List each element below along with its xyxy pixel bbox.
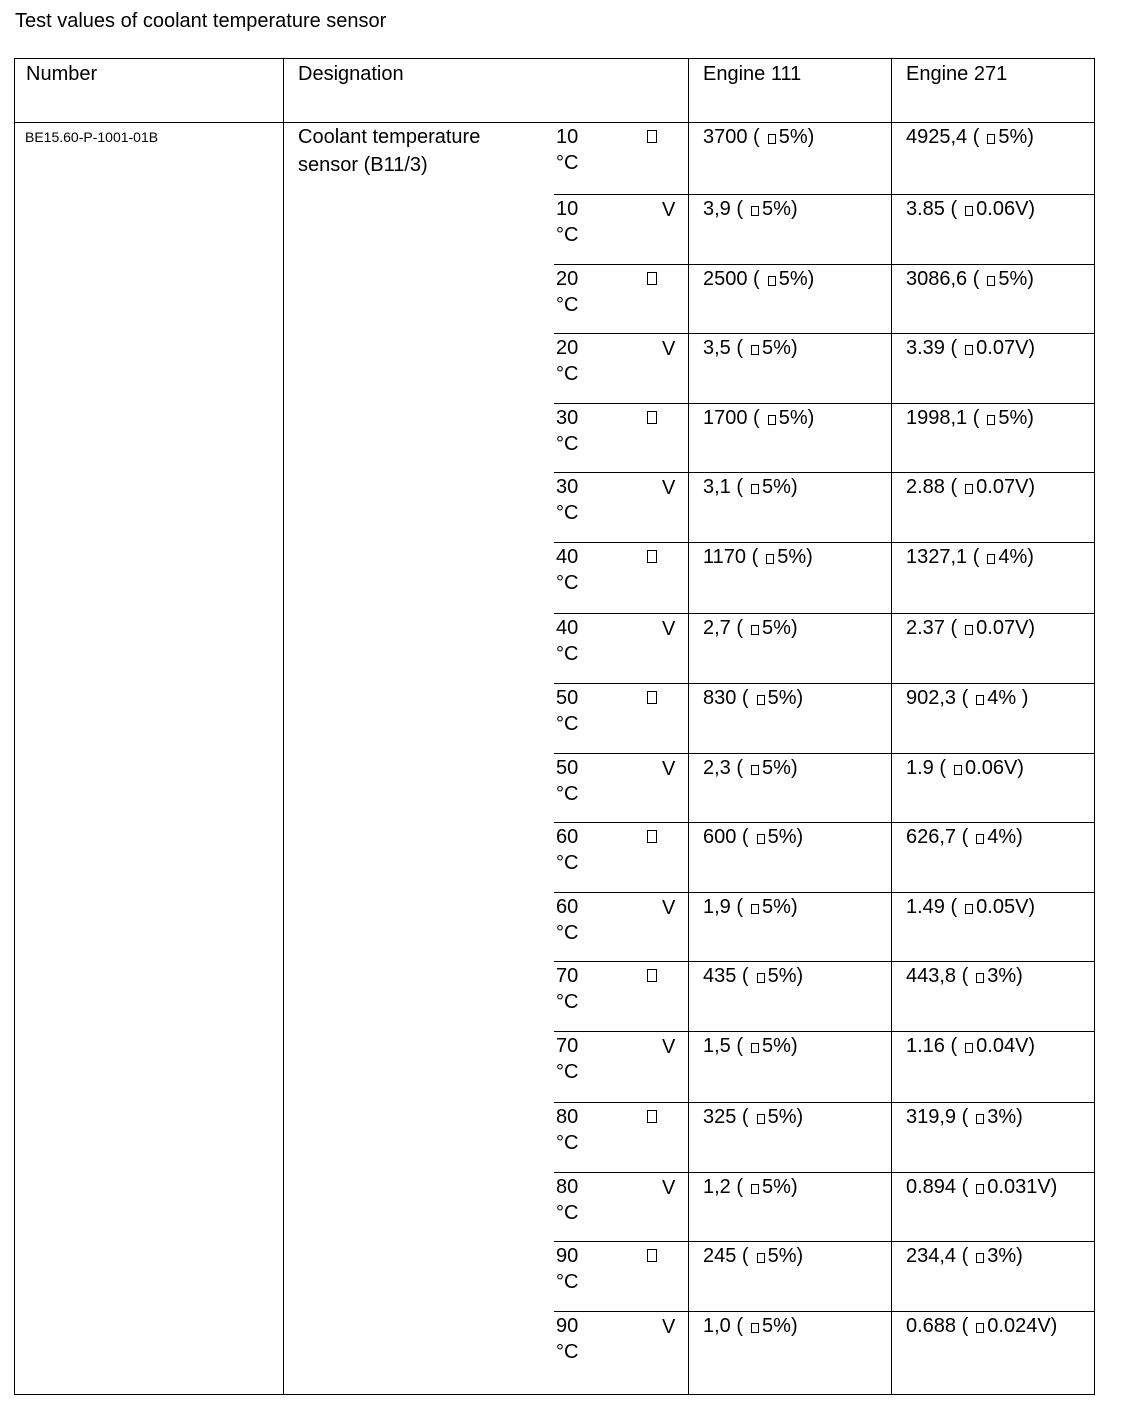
designation-line-2: sensor (B11/3) <box>298 154 428 176</box>
temperature-unit: °C <box>556 713 579 735</box>
engine-111-cell <box>703 335 798 361</box>
plus-minus-icon <box>768 415 776 425</box>
header-engine-271: Engine 271 <box>906 63 1008 85</box>
engine-111-cell-value: 1170 ( <box>703 546 759 568</box>
engine-111-cell-value: 325 ( <box>703 1106 749 1128</box>
voltage-unit: V <box>662 1316 676 1338</box>
engine-271-cell <box>906 755 1024 781</box>
header-engine-111: Engine 111 <box>703 63 802 85</box>
engine-271-cell <box>906 1243 1023 1269</box>
engine-271-cell-value: 319,9 ( <box>906 1106 969 1128</box>
plus-minus-icon <box>751 765 759 775</box>
engine-111-cell-tolerance: 5%) <box>778 126 815 148</box>
temperature-value: 80 <box>556 1106 579 1128</box>
engine-271-cell-tolerance: 0.07V) <box>976 337 1036 359</box>
engine-271-cell <box>906 405 1034 431</box>
engine-111-cell-value: 1,5 ( <box>703 1035 744 1057</box>
temperature-unit: °C <box>556 852 579 874</box>
voltage-unit: V <box>662 199 676 221</box>
engine-111-cell-value: 1,2 ( <box>703 1176 744 1198</box>
plus-minus-icon <box>976 1253 984 1263</box>
engine-271-cell <box>906 1174 1057 1200</box>
engine-271-cell <box>906 474 1035 500</box>
engine-271-cell-value: 2.88 ( <box>906 476 958 498</box>
engine-271-cell-tolerance: 0.05V) <box>976 896 1036 918</box>
temperature-value: 30 <box>556 407 579 429</box>
engine-271-cell-value: 0.894 ( <box>906 1176 969 1198</box>
engine-111-cell-tolerance: 5%) <box>762 476 798 498</box>
temperature-unit: °C <box>556 224 579 246</box>
ohm-icon <box>647 1249 657 1262</box>
engine-271-cell-tolerance: 5%) <box>998 268 1034 290</box>
temperature-unit: °C <box>556 1271 579 1293</box>
plus-minus-icon <box>976 1114 984 1124</box>
voltage-unit: V <box>662 1177 676 1199</box>
temperature-unit: °C <box>556 1202 579 1224</box>
engine-111-cell <box>703 685 803 711</box>
engine-111-cell <box>703 894 798 920</box>
engine-271-cell-value: 443,8 ( <box>906 965 969 987</box>
temperature-unit: °C <box>556 152 579 174</box>
engine-111-cell-tolerance: 5%) <box>777 546 813 568</box>
engine-271-cell-tolerance: 5%) <box>998 126 1034 148</box>
row-divider <box>554 822 1095 823</box>
engine-271-cell-tolerance: 0.07V) <box>976 476 1036 498</box>
engine-111-cell <box>703 266 814 292</box>
engine-271-cell <box>906 335 1035 361</box>
plus-minus-icon <box>768 134 776 144</box>
row-divider <box>554 472 1095 473</box>
engine-271-cell-value: 1.9 ( <box>906 757 947 779</box>
temperature-value: 90 <box>556 1245 579 1267</box>
temperature-unit: °C <box>556 1132 579 1154</box>
plus-minus-icon <box>757 695 765 705</box>
engine-271-cell-tolerance: 3%) <box>987 1245 1023 1267</box>
engine-271-cell <box>906 124 1034 150</box>
engine-271-cell-tolerance: 4%) <box>987 826 1023 848</box>
row-divider <box>554 1311 1095 1312</box>
temperature-value: 20 <box>556 337 579 359</box>
plus-minus-icon <box>965 206 973 216</box>
engine-111-cell-tolerance: 5%) <box>762 896 798 918</box>
voltage-unit: V <box>662 338 676 360</box>
engine-111-cell-tolerance: 5%) <box>762 757 798 779</box>
plus-minus-icon <box>757 1253 765 1263</box>
engine-111-cell-tolerance: 5%) <box>767 1245 804 1267</box>
engine-111-cell-tolerance: 5%) <box>762 1035 798 1057</box>
ohm-icon <box>647 1110 657 1123</box>
engine-271-cell-tolerance: 4% ) <box>987 687 1029 709</box>
engine-271-cell-value: 3.39 ( <box>906 337 958 359</box>
engine-111-cell <box>703 824 803 850</box>
temperature-value: 10 <box>556 126 579 148</box>
plus-minus-icon <box>954 765 962 775</box>
column-divider-engine111 <box>891 58 892 1395</box>
engine-111-cell-tolerance: 5%) <box>762 617 798 639</box>
engine-111-cell-value: 600 ( <box>703 826 749 848</box>
plus-minus-icon <box>987 276 995 286</box>
row-divider <box>554 961 1095 962</box>
engine-271-cell-tolerance: 0.07V) <box>976 617 1036 639</box>
engine-271-cell-tolerance: 0.024V) <box>987 1315 1058 1337</box>
header-designation: Designation <box>298 63 404 85</box>
plus-minus-icon <box>768 276 776 286</box>
plus-minus-icon <box>965 625 973 635</box>
engine-111-cell <box>703 1033 798 1059</box>
row-divider <box>554 753 1095 754</box>
engine-111-cell-tolerance: 5%) <box>762 337 798 359</box>
ohm-icon <box>647 550 657 563</box>
engine-271-cell-tolerance: 3%) <box>987 965 1023 987</box>
plus-minus-icon <box>751 345 759 355</box>
temperature-value: 40 <box>556 546 579 568</box>
plus-minus-icon <box>976 1184 984 1194</box>
row-divider <box>554 1241 1095 1242</box>
temperature-value: 30 <box>556 476 579 498</box>
voltage-unit: V <box>662 758 676 780</box>
engine-111-cell-tolerance: 5%) <box>767 687 804 709</box>
engine-111-cell <box>703 615 798 641</box>
engine-271-cell-tolerance: 5%) <box>998 407 1034 429</box>
temperature-unit: °C <box>556 783 579 805</box>
column-divider-designation <box>688 58 689 1395</box>
ohm-icon <box>647 411 657 424</box>
row-divider <box>554 1031 1095 1032</box>
designation-line-1: Coolant temperature <box>298 126 481 148</box>
plus-minus-icon <box>987 554 995 564</box>
engine-111-cell-value: 1,9 ( <box>703 896 744 918</box>
engine-111-cell-value: 3,1 ( <box>703 476 744 498</box>
engine-271-cell <box>906 615 1035 641</box>
engine-111-cell-value: 245 ( <box>703 1245 749 1267</box>
plus-minus-icon <box>751 904 759 914</box>
engine-111-cell <box>703 474 798 500</box>
engine-271-cell-value: 626,7 ( <box>906 826 969 848</box>
engine-111-cell <box>703 544 813 570</box>
engine-271-cell-tolerance: 3%) <box>987 1106 1023 1128</box>
temperature-unit: °C <box>556 643 579 665</box>
engine-271-cell-value: 1.49 ( <box>906 896 958 918</box>
engine-271-cell-value: 2.37 ( <box>906 617 958 639</box>
plus-minus-icon <box>757 834 765 844</box>
engine-271-cell <box>906 266 1034 292</box>
temperature-unit: °C <box>556 922 579 944</box>
temperature-value: 80 <box>556 1176 579 1198</box>
engine-271-cell-tolerance: 0.06V) <box>976 198 1036 220</box>
temperature-value: 70 <box>556 965 579 987</box>
engine-271-cell <box>906 894 1035 920</box>
engine-271-cell-value: 902,3 ( <box>906 687 969 709</box>
temperature-unit: °C <box>556 502 579 524</box>
engine-271-cell-tolerance: 4%) <box>998 546 1034 568</box>
engine-271-cell-value: 0.688 ( <box>906 1315 969 1337</box>
temperature-unit: °C <box>556 572 579 594</box>
engine-111-cell-tolerance: 5%) <box>762 1176 798 1198</box>
engine-271-cell-value: 3.85 ( <box>906 198 958 220</box>
engine-111-cell <box>703 1313 798 1339</box>
engine-111-cell-value: 2,3 ( <box>703 757 744 779</box>
plus-minus-icon <box>766 554 774 564</box>
engine-111-cell <box>703 196 798 222</box>
voltage-unit: V <box>662 618 676 640</box>
engine-271-cell-value: 1998,1 ( <box>906 407 980 429</box>
engine-111-cell <box>703 1174 798 1200</box>
column-divider-number <box>283 58 284 1395</box>
plus-minus-icon <box>965 484 973 494</box>
engine-271-cell-tolerance: 0.031V) <box>987 1176 1058 1198</box>
plus-minus-icon <box>976 695 984 705</box>
ohm-icon <box>647 691 657 704</box>
part-number: BE15.60-P-1001-01B <box>25 129 159 145</box>
plus-minus-icon <box>751 1043 759 1053</box>
engine-111-cell <box>703 1104 803 1130</box>
plus-minus-icon <box>751 1323 759 1333</box>
engine-111-cell-tolerance: 5%) <box>762 198 798 220</box>
engine-111-cell <box>703 124 814 150</box>
plus-minus-icon <box>757 1114 765 1124</box>
row-divider <box>554 1102 1095 1103</box>
engine-271-cell <box>906 963 1023 989</box>
voltage-unit: V <box>662 477 676 499</box>
row-divider <box>554 683 1095 684</box>
engine-271-cell-value: 3086,6 ( <box>906 268 980 290</box>
row-divider <box>554 194 1095 195</box>
engine-111-cell-value: 830 ( <box>703 687 749 709</box>
engine-271-cell-value: 1.16 ( <box>906 1035 958 1057</box>
temperature-value: 70 <box>556 1035 579 1057</box>
ohm-icon <box>647 830 657 843</box>
engine-271-cell-tolerance: 0.06V) <box>965 757 1024 779</box>
engine-111-cell <box>703 1243 803 1269</box>
engine-111-cell <box>703 963 803 989</box>
plus-minus-icon <box>751 1184 759 1194</box>
engine-111-cell-tolerance: 5%) <box>778 407 815 429</box>
engine-271-cell <box>906 544 1034 570</box>
engine-111-cell-tolerance: 5%) <box>767 1106 804 1128</box>
plus-minus-icon <box>751 484 759 494</box>
engine-271-cell <box>906 685 1028 711</box>
engine-111-cell-tolerance: 5%) <box>767 826 804 848</box>
engine-111-cell-value: 3,9 ( <box>703 198 744 220</box>
temperature-value: 60 <box>556 896 579 918</box>
temperature-value: 40 <box>556 617 579 639</box>
engine-111-cell-value: 3,5 ( <box>703 337 744 359</box>
temperature-value: 90 <box>556 1315 579 1337</box>
ohm-icon <box>647 130 657 143</box>
row-divider <box>554 333 1095 334</box>
temperature-unit: °C <box>556 433 579 455</box>
plus-minus-icon <box>987 134 995 144</box>
plus-minus-icon <box>965 345 973 355</box>
engine-111-cell-tolerance: 5%) <box>767 965 804 987</box>
temperature-unit: °C <box>556 1061 579 1083</box>
engine-111-cell-tolerance: 5%) <box>762 1315 798 1337</box>
row-divider <box>554 892 1095 893</box>
row-divider <box>554 403 1095 404</box>
engine-111-cell-value: 1700 ( <box>703 407 760 429</box>
plus-minus-icon <box>976 834 984 844</box>
temperature-value: 50 <box>556 757 579 779</box>
temperature-unit: °C <box>556 991 579 1013</box>
ohm-icon <box>647 969 657 982</box>
engine-111-cell-value: 2,7 ( <box>703 617 744 639</box>
plus-minus-icon <box>965 1043 973 1053</box>
page-title: Test values of coolant temperature sensor <box>15 10 387 32</box>
engine-271-cell <box>906 196 1035 222</box>
plus-minus-icon <box>987 415 995 425</box>
voltage-unit: V <box>662 1036 676 1058</box>
temperature-unit: °C <box>556 1341 579 1363</box>
header-divider <box>14 122 1095 123</box>
plus-minus-icon <box>976 1323 984 1333</box>
engine-271-cell <box>906 824 1023 850</box>
temperature-value: 10 <box>556 198 579 220</box>
plus-minus-icon <box>751 206 759 216</box>
row-divider <box>554 264 1095 265</box>
engine-271-cell-value: 234,4 ( <box>906 1245 969 1267</box>
engine-271-cell-value: 1327,1 ( <box>906 546 980 568</box>
plus-minus-icon <box>751 625 759 635</box>
engine-111-cell <box>703 405 814 431</box>
engine-111-cell-value: 2500 ( <box>703 268 760 290</box>
engine-271-cell <box>906 1313 1057 1339</box>
plus-minus-icon <box>757 973 765 983</box>
engine-111-cell-tolerance: 5%) <box>778 268 815 290</box>
header-number: Number <box>26 63 98 85</box>
plus-minus-icon <box>976 973 984 983</box>
temperature-value: 50 <box>556 687 579 709</box>
plus-minus-icon <box>965 904 973 914</box>
engine-111-cell-value: 1,0 ( <box>703 1315 744 1337</box>
row-divider <box>554 1172 1095 1173</box>
row-divider <box>554 542 1095 543</box>
engine-271-cell-tolerance: 0.04V) <box>976 1035 1036 1057</box>
temperature-value: 60 <box>556 826 579 848</box>
temperature-unit: °C <box>556 363 579 385</box>
row-divider <box>554 613 1095 614</box>
temperature-value: 20 <box>556 268 579 290</box>
engine-271-cell <box>906 1104 1023 1130</box>
temperature-unit: °C <box>556 294 579 316</box>
engine-111-cell <box>703 755 798 781</box>
engine-271-cell <box>906 1033 1035 1059</box>
engine-111-cell-value: 435 ( <box>703 965 749 987</box>
voltage-unit: V <box>662 897 676 919</box>
engine-111-cell-value: 3700 ( <box>703 126 760 148</box>
ohm-icon <box>647 272 657 285</box>
engine-271-cell-value: 4925,4 ( <box>906 126 980 148</box>
